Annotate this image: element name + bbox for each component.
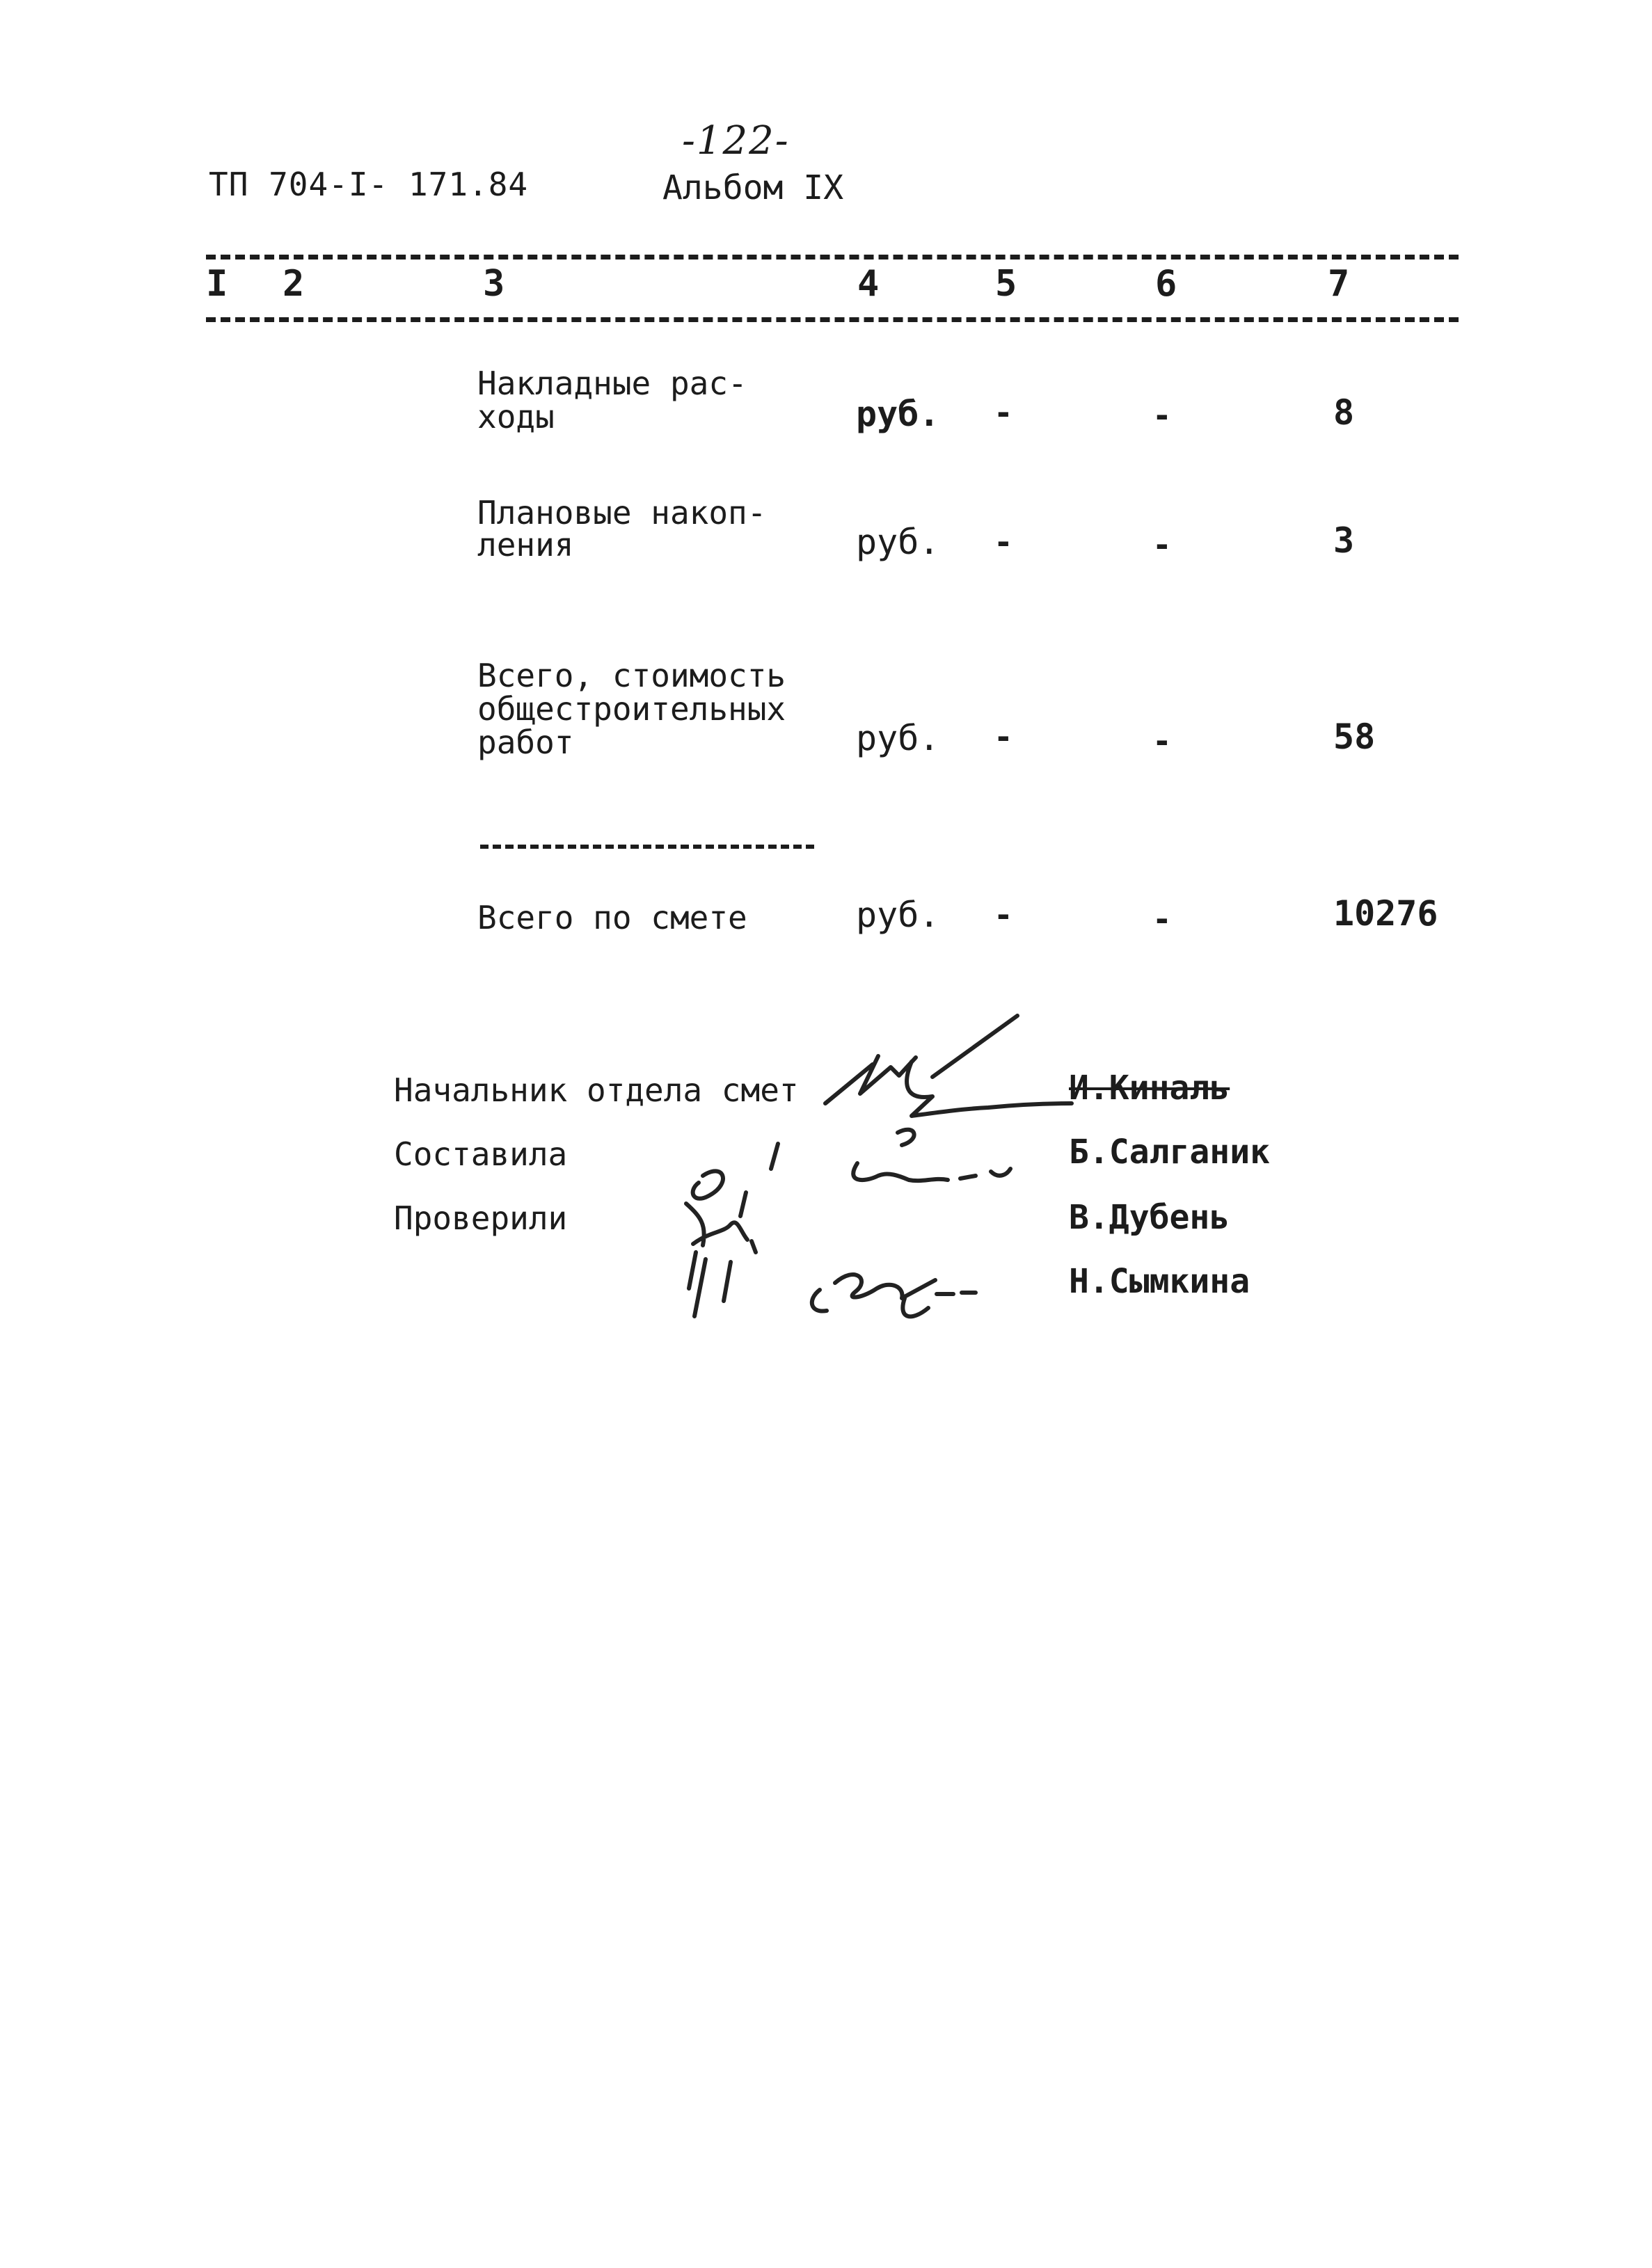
column-number-6: 6	[1155, 263, 1177, 305]
subtotal-separator	[480, 845, 814, 849]
row-construction-total-col6: -	[1152, 722, 1172, 760]
album-label: Альбом IX	[662, 168, 844, 207]
row-construction-total-description-line-1: Всего, стоимость	[477, 657, 786, 694]
column-number-1: I	[206, 263, 228, 305]
row-overhead-col6: -	[1152, 397, 1172, 434]
row-overhead-unit: руб.	[856, 394, 940, 434]
row-construction-total-col5: -	[994, 718, 1013, 756]
signoff-role-compiled-by: Составила	[394, 1135, 568, 1173]
row-planned-savings-description-line-2: ления	[477, 526, 574, 564]
table-header-bottom-rule	[206, 317, 1459, 322]
column-number-3: 3	[483, 263, 505, 305]
row-construction-total-total: 58	[1333, 717, 1376, 757]
row-planned-savings-description-line-1: Плановые накоп-	[477, 494, 767, 532]
signoff-name-head-of-estimates: И.Киналь	[1069, 1069, 1230, 1108]
row-planned-savings-unit: руб.	[856, 522, 940, 562]
column-number-5: 5	[995, 263, 1017, 305]
row-planned-savings-total: 3	[1333, 520, 1355, 561]
row-planned-savings-col5: -	[994, 523, 1013, 561]
row-estimate-total-col6: -	[1152, 900, 1172, 938]
column-number-2: 2	[283, 263, 305, 305]
column-number-4: 4	[857, 263, 880, 305]
page-number: -122-	[682, 118, 790, 163]
table-header-top-rule	[206, 255, 1459, 259]
signoff-name-checked-by-2: Н.Сымкина	[1069, 1262, 1250, 1301]
row-overhead-col5: -	[994, 394, 1013, 431]
document-code: ТП 704-I- 171.84	[209, 166, 529, 203]
row-overhead-description-line-1: Накладные рас-	[477, 365, 747, 402]
row-overhead-description-line-2: ходы	[477, 398, 555, 436]
signoff-role-checked-by: Проверили	[394, 1199, 568, 1237]
signoff-name-compiled-by: Б.Салганик	[1069, 1133, 1270, 1172]
row-planned-savings-col6: -	[1152, 526, 1172, 564]
column-number-7: 7	[1328, 263, 1350, 305]
row-estimate-total-col5: -	[994, 896, 1013, 934]
signoff-name-checked-by-1: В.Дубень	[1069, 1198, 1230, 1237]
row-construction-total-description-line-2: общестроительных	[477, 690, 786, 728]
row-construction-total-description-line-3: работ	[477, 724, 574, 761]
row-estimate-total-unit: руб.	[856, 895, 940, 935]
row-estimate-total-total: 10276	[1333, 893, 1438, 934]
row-overhead-total: 8	[1333, 392, 1355, 433]
row-estimate-total-description: Всего по смете	[477, 899, 747, 936]
row-construction-total-unit: руб.	[856, 718, 940, 758]
signoff-role-head-of-estimates: Начальник отдела смет	[394, 1071, 799, 1109]
